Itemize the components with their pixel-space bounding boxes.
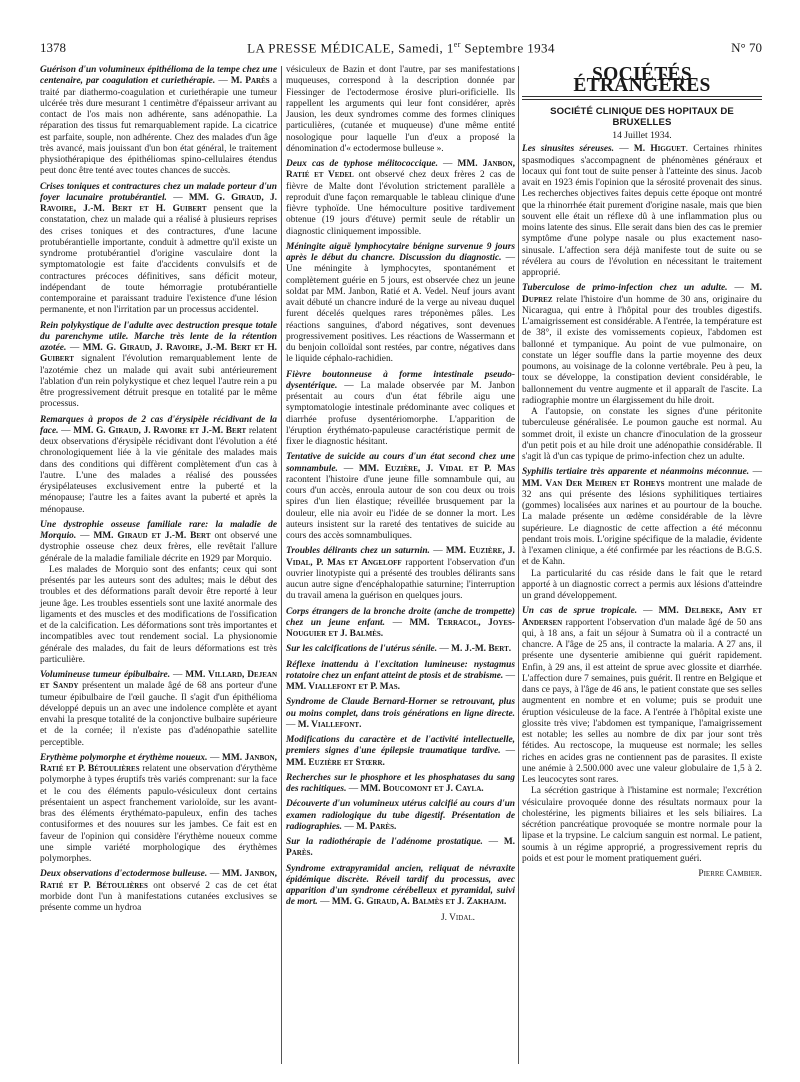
article-authors: MM. G. Giraud, J. Ravoire et J.-M. Bert — [73, 425, 247, 436]
text-column-3 — [522, 65, 762, 880]
article — [286, 773, 515, 796]
article — [286, 864, 515, 909]
article-heading: Deux observations d'ectodermose bulleuse. — [40, 869, 208, 880]
article-dash: — — [317, 897, 332, 908]
article-body: rapportent l'observation d'un malade âgé de 50 ans qui, à 18 ans, a fait un séjour à Sumatra où il a contracté un chancre. A l'âge de 25 ans, il contracte la malaria. A 27 ans, il présente une dysenterie amibienne qui guérit rapidement. Enfin, à 29 ans, il est atteint de sprue avec glossite et diarrhée. L'affection dure 7 semaines, puis guérit. Il rentre en Belgique et dans ce pays, à l'âge de 46 ans, le patient constate que ses selles augmentent en nombre et en volume; puis se produit une éruption vésiculeuse de la face. A l'entrée à l'hôpital existe une glossite très vive; l'abdomen est tympanique, l'amaigrissement est notable; les selles au nombre de dix par jour sont très fétides. Au rectoscope, la muqueuse est normale; les selles riches en acides gras ne contiennent pas de parasites. Il existe une anémie à 2.500.000 avec une valeur globulaire de 1,5 à 2. Les leucocytes sont rares. — [522, 617, 762, 785]
article — [286, 837, 515, 860]
article-heading: Réflexe inattendu à l'excitation lumineuse: nystagmus rotatoire chez un enfant atteint de ptosis et de strabisme. — [286, 659, 515, 681]
article — [522, 606, 762, 865]
article-paragraph: La particularité du cas réside dans le fait que le retard apporté à un diagnostic correct a permis aux lésions d'atteindre un grand développement. — [522, 568, 762, 601]
article-dash: — — [215, 76, 231, 87]
article — [40, 182, 277, 317]
article-authors: MM. Janbon, Ratié et P. Bétoulières — [40, 752, 277, 774]
article-body: vésiculeux de Bazin et dont l'autre, par ses manifestations muqueuses, correspond à la description donnée par Fiessinger de l'ectodermose érosive pluri-orificielle. Ils rappellent les arguments qui leur font considérer, après Jausion, les deux syndromes comme des formes cliniques particulières, (cutanée et muqueuse) d'une même entité nosologique pour laquelle l'un d'eux a proposé la dénomination d'« ectodermose bulleuse ». — [286, 65, 515, 154]
article — [522, 283, 762, 463]
article-heading: Remarques à propos de 2 cas d'érysipèle récidivant de la face. — [40, 414, 277, 436]
article-heading: Tentative de suicide au cours d'un état second chez une somnambule. — [286, 452, 515, 474]
article-dash: — — [437, 644, 452, 655]
article-authors: M. Viallefont. — [297, 719, 362, 730]
article-dash: — — [727, 283, 751, 294]
article — [286, 242, 515, 366]
article-heading: Rein polykystique de l'adulte avec destruction presque totale du parenchyme utile. Marche très lente de la rétention azotée. — [40, 320, 277, 353]
column-divider — [281, 66, 282, 1064]
article-dash: — — [503, 670, 515, 681]
article-authors: MM. Delbeke, Amy et Andersen — [522, 606, 762, 628]
article-heading: Tuberculose de primo-infection chez un adulte. — [522, 283, 728, 294]
article-heading: Sur la radiothérapie de l'adénome prostatique. — [286, 837, 483, 847]
article — [40, 869, 277, 914]
article-paragraph: A l'autopsie, on constate les signes d'une péritonite tuberculeuse généralisée. Le poumon gauche est normal. Au sommet droit, il existe un chancre d'inoculation de la grosseur d'un petit pois et au hile droit une adénopathie considérable. Il s'agit là d'un cas typique de primo-infection chez un adulte. — [522, 407, 762, 462]
page-number: 1378 — [40, 40, 66, 55]
article-authors: MM. G. Giraud, J. Ravoire, J.-M. Bert et H. Guibert — [40, 192, 278, 214]
article-dash: — — [385, 617, 410, 628]
author-signature: J. Vidal. — [441, 912, 475, 923]
article — [286, 660, 515, 694]
article — [522, 467, 762, 602]
article-body: ont observé 2 cas de cet état morbide dont l'un à manifestations cutanées exclusives se présente comme un hydroa — [40, 880, 277, 913]
article-body: pensent que la constatation, chez un malade qui a réalisé à plusieurs reprises des crises toniques et des contractures, d'une lacune protubérantielle importante, conduit à admettre qu'il existe un syndrome protubérantiel d'origine vasculaire dont la symptomatologie est faite d'accidents convulsifs et de contractures précoces définitives, sans déficit moteur, indépendant de toute hémorragie protubérantielle contemporaine et paraissant traduire l'existence d'une lésion permanente, et non l'irritation par un processus accidentel. — [40, 204, 277, 316]
article-body: relatent une observation d'érythème polymorphe à types éruptifs très variés comprenant: sur la face et le cou des éléments papulo-vésiculeux dont certains présentaient un aspect franchement varioloïde, sur les avant-bras des éléments érythémato-papuleux, enfin des taches contusiformes et des nouures sur les jambes. Ce fait est en faveur de l'opinion qui considère l'érythème noueux comme une simple variété morphologique des érythèmes polymorphes. — [40, 764, 278, 864]
article-dash: — — [337, 463, 359, 474]
article-dash: — — [286, 719, 298, 730]
article-body: relatent deux observations d'érysipèle récidivant dont l'évolution a été chronologiquement liée à la vie génitale des malades mais dans des conditions qui diffèrent complètement d'un cas à l'autre. L'une des malades a réalisé des poussées érysipélateuses exclusivement entre la puberté et la ménopause; l'autre les a faites avant la puberté et après la ménopause. — [40, 425, 278, 515]
article-authors: M. Higguet — [633, 144, 686, 155]
article — [40, 753, 277, 866]
article-body: relate l'histoire d'un homme de 30 ans, originaire du Nicaragua, qui entre à l'hôpital pour des troubles digestifs. L'amaigrissement est considérable. A l'entrée, la température est de 38°, il existe des vomissements copieux, l'abdomen est ballonné et tympanique. Au point de vue pulmonaire, on constate un léger souffle dans la partie moyenne des deux poumons, au voisinage de la colonne vertébrale. Peu à peu, la toux se développe, la constipation devient considérable, le ballonnement du ventre augmente et il apparaît de l'ascite. La radiographie montre un élargissement du hile droit. — [522, 294, 763, 406]
article-dash: — — [501, 253, 516, 263]
article-dash: — — [337, 380, 361, 391]
article — [286, 697, 515, 731]
article-authors: M. J.-M. Bert. — [451, 644, 512, 655]
article-body: signalent l'évolution remarquablement lente de l'azotémie chez un malade qui avait subi antérieurement l'ablation d'un rein polykystique et chez lequel l'autre rein a pu être progressivement détruit presque en totalité par le même processus. — [40, 354, 277, 410]
article-authors: M. Duprez — [522, 283, 762, 305]
article-heading: Syphilis tertiaire très apparente et néanmoins méconnue. — [522, 467, 750, 478]
article-dash: — — [76, 531, 94, 541]
article — [286, 159, 515, 238]
article-body: présentent un malade âgé de 68 ans porteur d'une tumeur épibulbaire de l'œil gauche. Il s'agit d'un épithélioma développé depuis un an avec une indolence complète et ayant envahi la presque totalité de la conjonctive bulbaire supérieure et de la cornée; il n'existe pas d'adénopathie satellite perceptible. — [40, 681, 277, 748]
article-dash: — — [66, 343, 83, 353]
article-body: ont observé chez deux frères 2 cas de fièvre de Malte dont l'évolution strictement parallèle a reproduit d'une façon remarquable le tableau clinique d'une fièvre typhoïde. Une hémoculture positive tardivement obtenue (19 jours d'étuve) permit seule de rétablir un diagnostic cliniquement impossible. — [286, 170, 516, 237]
text-column-2 — [286, 65, 515, 924]
article-heading: Corps étrangers de la bronche droite (anche de trompette) chez un jeune enfant. — [286, 606, 515, 628]
article-heading: Syndrome de Claude Bernard-Horner se retrouvant, plus ou moins complet, dans trois générations en ligne directe. — [286, 697, 515, 719]
article-dash: — — [429, 546, 446, 557]
article-heading: Erythème polymorphe et érythème noueux. — [40, 752, 208, 763]
article-heading: Troubles délirants chez un saturnin. — [286, 546, 430, 557]
article — [286, 644, 515, 655]
article-authors: MM. Janbon, Ratié et P. Bétoulières — [40, 869, 277, 891]
article-authors: MM. Van Der Meiren et Roheys — [522, 478, 665, 489]
article-dash: — — [749, 467, 762, 478]
article-body: montrent une malade de 32 ans qui présente des lésions syphilitiques tertiaires (gommes) localisées aux narines et au pourtour de la bouche. La malade présente un œdème considérable de la lèvre supérieure. Le diagnostic de cette affection a été méconnu pendant trois mois. L'origine spécifique de la maladie, évidente à l'examen clinique, a été confirmée par les réactions de B.G.S. et de Kahn. — [522, 478, 762, 568]
section-rule — [522, 96, 762, 100]
article-dash: — — [207, 869, 222, 880]
article-dash: — — [346, 784, 361, 794]
article-authors: M. Parès — [230, 76, 270, 87]
article — [40, 415, 277, 516]
article — [40, 321, 277, 411]
journal-title: LA PRESSE MÉDICALE, Samedi, 1er Septembre 1934 — [247, 40, 555, 56]
article — [286, 370, 515, 449]
article-heading: Sur les calcifications de l'utérus sénile. — [286, 644, 438, 655]
article-authors: MM. Giraud et J.-M. Bert — [93, 531, 211, 541]
article-heading: Crises toniques et contractures chez un malade porteur d'un foyer lacunaire protubérantiel. — [40, 181, 277, 203]
article-authors: MM. Viallefont et P. Mas. — [286, 682, 400, 692]
article-dash: — — [207, 752, 223, 763]
issue-number: N° 70 — [731, 40, 762, 55]
article — [40, 670, 277, 749]
article-authors: MM. G. Giraud, A. Balmès et J. Zakhajm. — [331, 897, 507, 908]
article-authors: MM. Janbon, Ratié et Vedel — [286, 159, 516, 181]
article-authors: MM. Euzière, J. Vidal, P. Mas et Angeloff — [286, 546, 516, 568]
article-heading: Une dystrophie osseuse familiale rare: la maladie de Morquio. — [40, 519, 277, 541]
article-dash: — — [614, 144, 634, 155]
article-authors: MM. Euzière, J. Vidal et P. Mas — [358, 463, 515, 474]
text-column-1 — [40, 65, 277, 918]
article-body: racontent l'histoire d'une jeune fille somnambule qui, au cours d'un accès, enroula autour de son cou deux ou trois spires d'un lien élastique; réveillée brusquement par la douleur, elle nia avoir eu l'idée de se donner la mort. Les auteurs insistent sur la rareté des tentatives de suicide au cours des accès somnambuliques. — [286, 474, 515, 541]
article-dash: — — [342, 821, 357, 832]
article — [286, 799, 515, 833]
article-dash: — — [437, 159, 458, 169]
article-dash: — — [482, 837, 504, 847]
article — [286, 65, 515, 155]
article-heading: Un cas de sprue tropicale. — [522, 606, 638, 617]
article-heading: Guérison d'un volumineux épithélioma de la tempe chez une centenaire, par coagulation et curiethérapie. — [40, 65, 277, 87]
article-heading: Fièvre boutonneuse à forme intestinale pseudo-dysentérique. — [286, 369, 515, 391]
article-authors: MM. G. Giraud, J. Ravoire, J.-M. Bert et H. Guibert — [40, 343, 277, 365]
article-heading: Volumineuse tumeur épibulbaire. — [40, 670, 171, 680]
article-authors: MM. Euzière et Stœrr. — [286, 757, 385, 768]
article-heading: Modifications du caractère et de l'activité intellectuelle, premiers signes d'une épilepsie traumatique tardive. — [286, 735, 515, 757]
article — [40, 520, 277, 666]
society-name: SOCIÉTÉ CLINIQUE DES HOPITAUX DE BRUXELLES — [550, 105, 734, 128]
article — [286, 546, 515, 602]
article-authors: M. Parès. — [356, 821, 397, 832]
column-divider — [518, 66, 519, 1064]
author-signature: Pierre Cambier. — [698, 869, 762, 879]
session-date: 14 Juillet 1934. — [612, 130, 672, 141]
article — [286, 735, 515, 769]
article-authors: M. Parès. — [286, 837, 516, 859]
article-authors: MM. Boucomont et J. Cayla. — [360, 784, 484, 794]
article-authors: MM. Villard, Dejean et Sandy — [40, 670, 277, 692]
article-dash: — — [166, 192, 189, 203]
article-heading: Découverte d'un volumineux utérus calcifié au cours d'un examen radiologique du tube digestif. Présentation de radiographies. — [286, 799, 515, 832]
article-dash: — — [170, 670, 186, 680]
article — [286, 452, 515, 542]
article — [286, 607, 515, 641]
article-heading: Deux cas de typhose mélitococcique. — [286, 159, 438, 169]
article-paragraph: La sécrétion gastrique à l'histamine est normale; l'excrétion vésiculaire provoquée donne des résultats normaux pour la cholestérine, les pigments biliaires et les sels biliaires. La sécrétion pancréatique provoquée se montre normale pour la lipase et la trypsine. Le calcium sanguin est normal. Le patient, soumis à un régime approprié, a progressivement repris du poids et est pour le moment pratiquement guéri. — [522, 786, 762, 864]
article — [40, 65, 277, 178]
article-body: La malade observée par M. Janbon présentait au cours d'un état fébrile aigu une symptomatologie intestinale prédominante avec coliques et diarrhée profuse dysentériomorphe. L'apparition de l'éruption érythémato-papuleuse caractéristique permit de fixer le diagnostic hésitant. — [286, 380, 515, 447]
article-body: ont observé une dystrophie osseuse chez deux frères, elle revêtait l'allure générale de la maladie familiale décrite en 1929 par Morquio. — [40, 531, 277, 564]
article-body: a traité par diathermo-coagulation et curiethérapie une tumeur ulcérée très dure mesurant 1 centimètre d'épaisseur arrivant au contact de l'os mais non adhérente, sans adénopathie. La réparation des tissus fut remarquablement rapide. La cicatrice est parfaite, souple, non adhérente. Chez des malades d'un âge très avancé, mais jouissant d'un bon état général, le traitement physiothérapique des épithéliomas spino-cellulaires étendus peut donc être tenté avec toutes chances de succès. — [40, 76, 278, 177]
article-heading: Syndrome extrapyramidal ancien, reliquat de névraxite épidémique discrète. Réveil tardif du processus, avec apparition d'un syndrome cérébelleux et pyramidal, suivi de mort. — [286, 863, 515, 908]
running-header — [40, 40, 762, 56]
article-heading: Recherches sur le phosphore et les phosphatases du sang des rachitiques. — [286, 772, 515, 794]
article — [522, 144, 762, 279]
article-body: . Certaines rhinites spasmodiques s'accompagnent de phénomènes généraux et locaux qui font tout de suite penser à l'atteinte des sinus. Jacob avait en 1923 émis l'opinion que la sérosité provenait des sinus. Les recherches objectives faites depuis cette époque ont montré que la rhinorrhée était purement d'origine nasale, mais que bien souvent elle était un réflexe dû à une inflammation plus ou moins latente des sinus. Elle serait dans bien des cas le premier symptôme d'une polype nasale ou plus exactement naso-sinusale. L'affection sera déjà manifeste tout de suite ou se révélera au cours de l'évolution en nécessitant le traitement approprié. — [522, 144, 762, 278]
article-authors: MM. Terracol, Joyes-Nouguier et J. Balmès. — [286, 617, 516, 639]
article-body: Une méningite à lymphocytes, spontanément et complètement guérie en 5 jours, est observée chez un jeune soldat par MM. Janbon, Ratié et A. Vedel. Neuf jours avant avait débuté un chancre induré de la verge au niveau duquel furent décelés quelques rares tréponèmes pâles. Les réactions sanguines, d'abord négatives, sont devenues progressivement positives. Les réactions de Wassermann et du benjoin colloïdal sont restées, par contre, négatives dans le liquide céphalo-rachidien. — [286, 264, 515, 365]
article-dash: — — [637, 606, 659, 617]
article-heading: Les sinusites séreuses. — [522, 144, 615, 155]
article-dash: — — [58, 425, 74, 436]
article-heading: Méningite aiguë lymphocytaire bénigne survenue 9 jours après le début du chancre. Discussion du diagnostic. — [286, 241, 515, 263]
section-title: SOCIÉTÉS ÉTRANGÈRES — [573, 64, 711, 97]
article-dash: — — [500, 746, 516, 757]
article-list — [522, 144, 762, 865]
article-body: rapportent l'observation d'un ouvrier linotypiste qui a présenté des troubles délirants sans aucun autre signe d'encéphalopathie saturnine; l'interruption du travail amena la guérison en quelques jours. — [286, 557, 515, 602]
article-paragraph: Les malades de Morquio sont des enfants; ceux qui sont présentés par les auteurs sont des adultes; mais le début des troubles et des déformations paraît devoir être reporté à leur jeune âge. Les troubles essentiels sont une laxité anormale des ligaments et des muscles et des modifications de l'ossification et de la calcification. Les déformations sont très importantes et incompatibles avec tout rendement social. La physionomie générale des malades, du fait de leurs déformations est très particulière. — [40, 564, 277, 665]
